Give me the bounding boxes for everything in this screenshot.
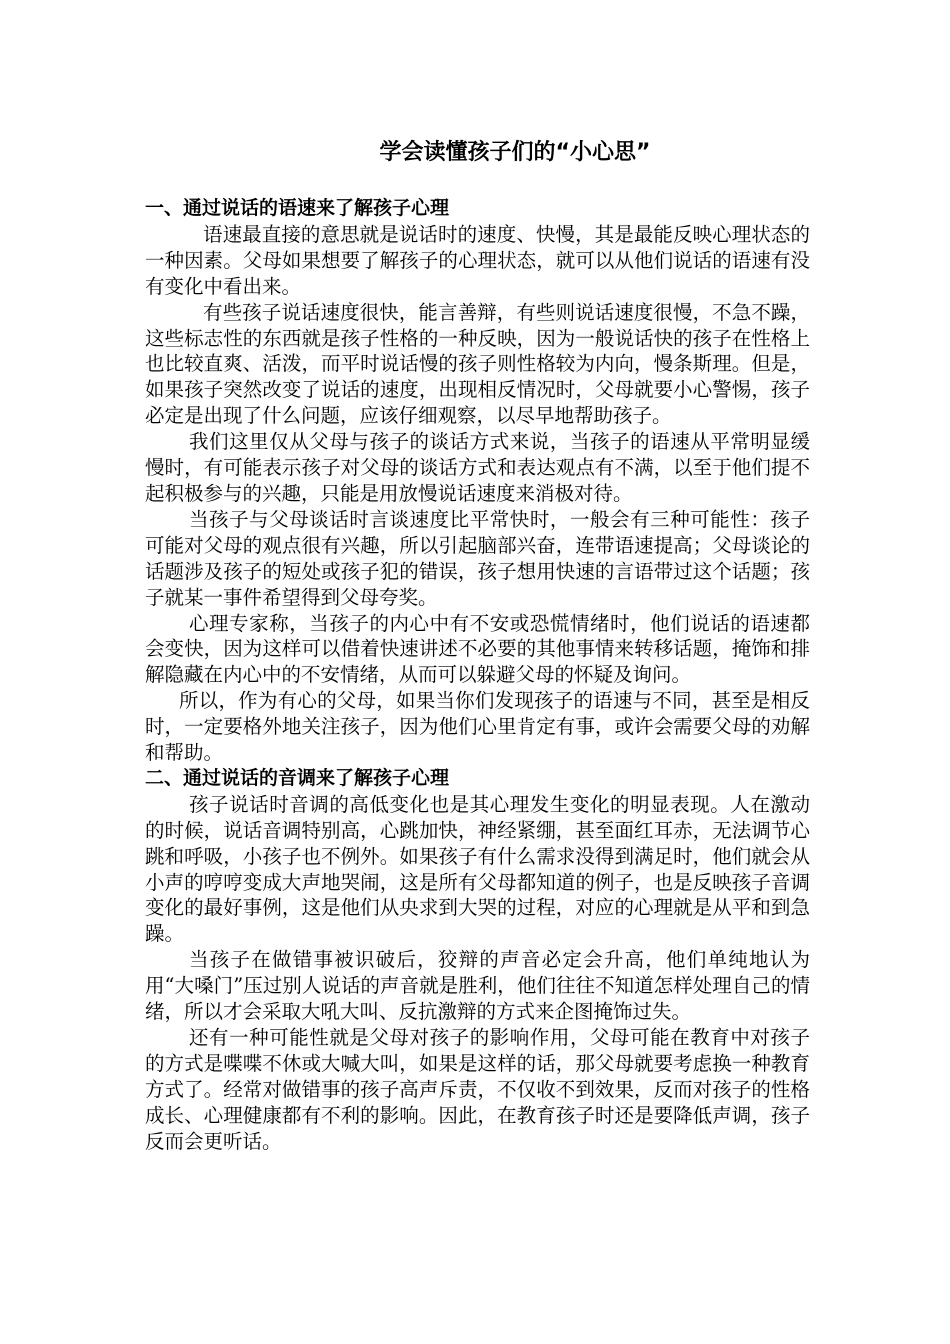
paragraph: 语速最直接的意思就是说话时的速度、快慢，其是最能反映心理状态的一种因素。父母如果想要了解孩子的心理状态，就可以从他们说话的语速有没有变化中看出来。 [145,222,810,298]
document-title: 学会读懂孩子们的“小心思” [379,140,651,165]
section-heading-tone: 二、通过说话的音调来了解孩子心理 [145,766,450,789]
section-heading-speech-rate: 一、通过说话的语速来了解孩子心理 [145,197,450,219]
paragraph: 当孩子与父母谈话时言谈速度比平常快时，一般会有三种可能性：孩子可能对父母的观点很有兴趣，所以引起脑部兴奋，连带语速提高；父母谈论的话题涉及孩子的短处或孩子犯的错误，孩子想用快速的言语带过这个话题；孩子就某一事件希望得到父母夸奖。 [145,507,810,609]
document-body [145,138,810,1155]
paragraph: 我们这里仅从父母与孩子的谈话方式来说，当孩子的语速从平常明显缓慢时，有可能表示孩子对父母的谈话方式和表达观点有不满，以至于他们提不起积极参与的兴趣，只能是用放慢说话速度来消极对待。 [145,430,810,505]
paragraph: 心理专家称，当孩子的内心中有不安或恐慌情绪时，他们说话的语速都会变快，因为这样可以借着快速讲述不必要的其他事情来转移话题，掩饰和排解隐藏在内心中的不安情绪，从而可以躲避父母的怀疑及询问。 [145,611,810,687]
paragraph: 当孩子在做错事被识破后，狡辩的声音必定会升高，他们单纯地认为用“大嗓门”压过别人说话的声音就是胜利，他们往往不知道怎样处理自己的情绪，所以才会采取大吼大叫、反抗激辩的方式来企图掩饰过失。 [145,948,810,1024]
paragraph: 还有一种可能性就是父母对孩子的影响作用，父母可能在教育中对孩子的方式是喋喋不休或大喊大叫，如果是这样的话，那父母就要考虑换一种教育方式了。经常对做错事的孩子高声斥责，不仅收不到效果，反而对孩子的性格成长、心理健康都有不利的影响。因此，在教育孩子时还是要降低声调，孩子反而会更听话。 [145,1026,810,1153]
paragraph: 所以，作为有心的父母，如果当你们发现孩子的语速与不同，甚至是相反时，一定要格外地关注孩子，因为他们心里肯定有事，或许会需要父母的劝解和帮助。 [145,689,810,765]
paragraph: 有些孩子说话速度很快，能言善辩，有些则说话速度很慢，不急不躁，这些标志性的东西就是孩子性格的一种反映，因为一般说话快的孩子在性格上也比较直爽、活泼，而平时说话慢的孩子则性格较为内向，慢条斯理。但是，如果孩子突然改变了说话的速度，出现相反情况时，父母就要小心警惕，孩子必定是出现了什么问题，应该仔细观察，以尽早地帮助孩子。 [145,300,810,428]
paragraph: 孩子说话时音调的高低变化也是其心理发生变化的明显表现。人在激动的时候，说话音调特别高，心跳加快，神经紧绷，甚至面红耳赤，无法调节心跳和呼吸，小孩子也不例外。如果孩子有什么需求没得到满足时，他们就会从小声的哼哼变成大声地哭闹，这是所有父母都知道的例子，也是反映孩子音调变化的最好事例，这是他们从央求到大哭的过程，对应的心理就是从平和到急躁。 [145,792,810,946]
